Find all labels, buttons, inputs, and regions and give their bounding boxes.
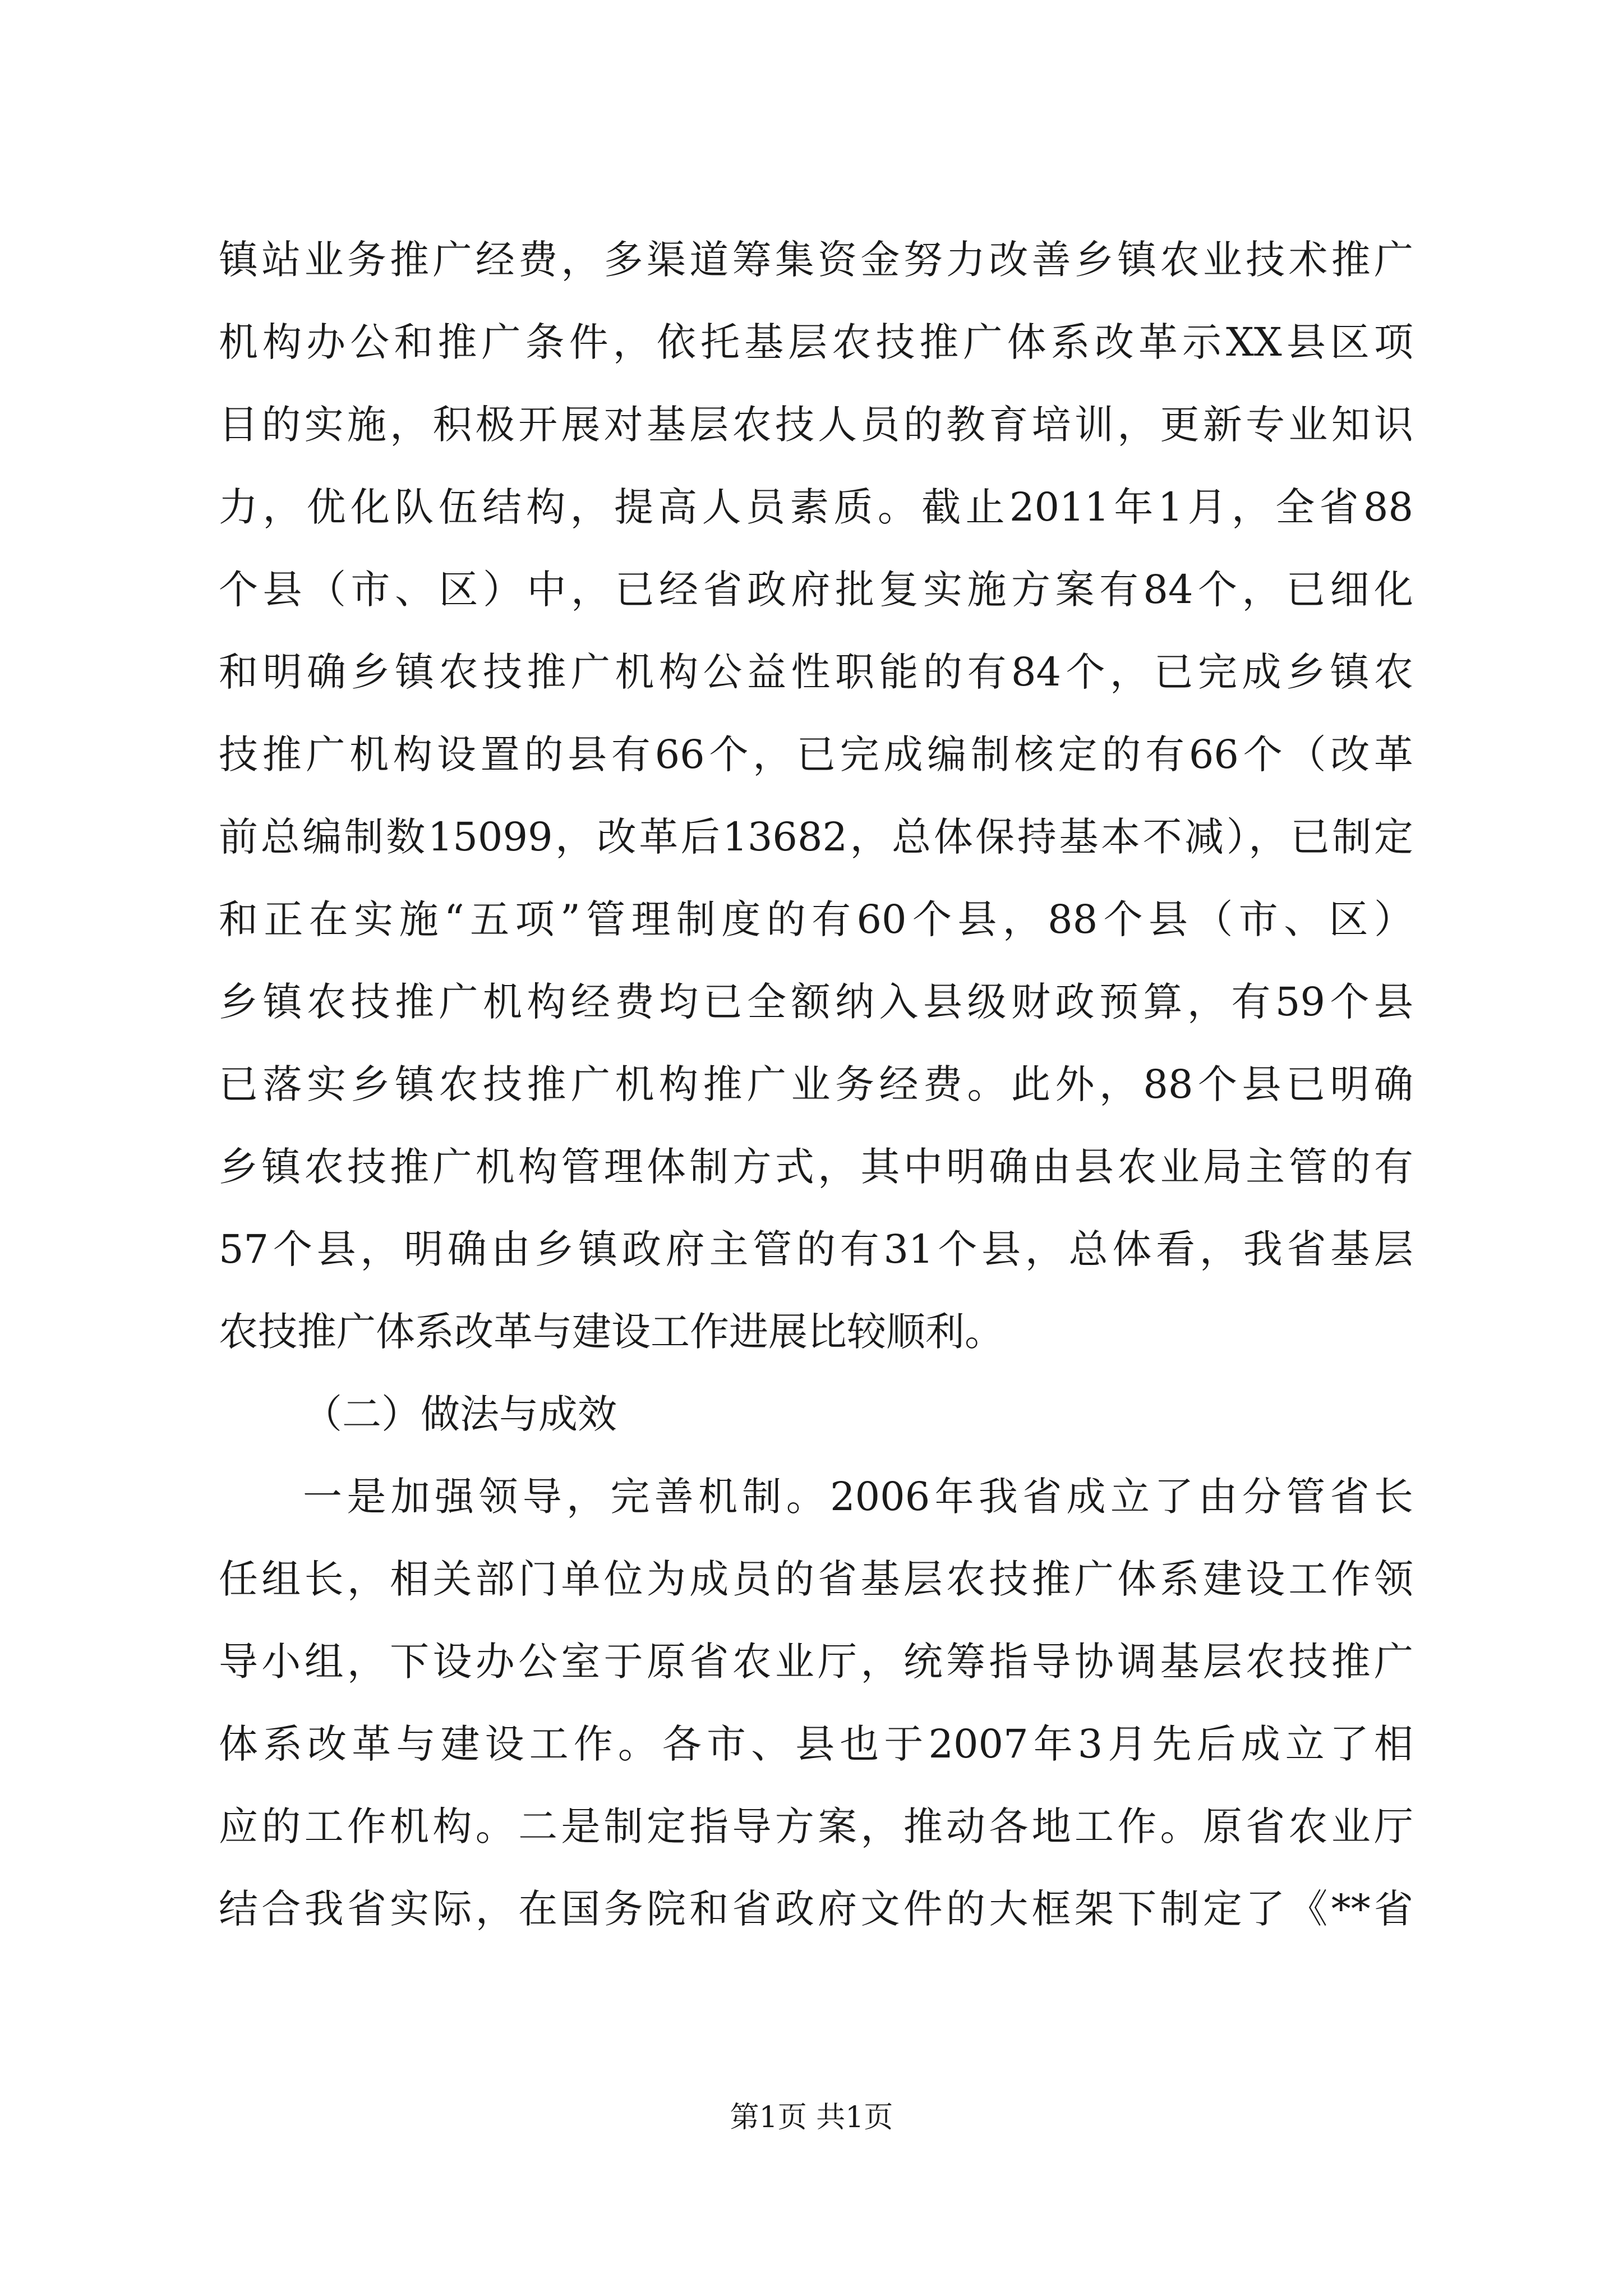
section-heading: （二）做法与成效 bbox=[303, 1391, 617, 1437]
body-line: 乡镇农技推广机构管理体制方式，其中明确由县农业局主管的有 bbox=[219, 1144, 1413, 1190]
body-line: 已落实乡镇农技推广机构推广业务经费。此外，88个县已明确 bbox=[219, 1061, 1413, 1107]
body-line: 目的实施，积极开展对基层农技人员的教育培训，更新专业知识 bbox=[219, 402, 1413, 448]
body-line: 和正在实施“五项”管理制度的有60个县，88个县（市、区） bbox=[219, 896, 1413, 942]
body-line: 机构办公和推广条件，依托基层农技推广体系改革示XX县区项 bbox=[219, 319, 1413, 365]
body-line: 前总编制数15099，改革后13682，总体保持基本不减），已制定 bbox=[219, 814, 1413, 860]
body-line: 和明确乡镇农技推广机构公益性职能的有84个，已完成乡镇农 bbox=[219, 649, 1413, 695]
body-line: 乡镇农技推广机构经费均已全额纳入县级财政预算，有59个县 bbox=[219, 979, 1413, 1025]
body-line: 力，优化队伍结构，提高人员素质。截止2011年1月，全省88 bbox=[219, 484, 1413, 530]
body-line: 应的工作机构。二是制定指导方案，推动各地工作。原省农业厅 bbox=[219, 1803, 1413, 1849]
body-line-paragraph-start: 一是加强领导，完善机制。2006年我省成立了由分管省长 bbox=[303, 1474, 1413, 1520]
body-line: 个县（市、区）中，已经省政府批复实施方案有84个，已细化 bbox=[219, 567, 1413, 613]
body-line: 结合我省实际，在国务院和省政府文件的大框架下制定了《**省 bbox=[219, 1886, 1413, 1932]
body-line: 镇站业务推广经费，多渠道筹集资金努力改善乡镇农业技术推广 bbox=[219, 237, 1413, 283]
body-line: 任组长，相关部门单位为成员的省基层农技推广体系建设工作领 bbox=[219, 1556, 1413, 1602]
page-footer: 第1页 共1页 bbox=[730, 2101, 893, 2134]
body-line: 体系改革与建设工作。各市、县也于2007年3月先后成立了相 bbox=[219, 1721, 1413, 1767]
body-line: 导小组，下设办公室于原省农业厅，统筹指导协调基层农技推广 bbox=[219, 1639, 1413, 1685]
body-line-paragraph-end: 农技推广体系改革与建设工作进展比较顺利。 bbox=[219, 1309, 1004, 1355]
document-body bbox=[219, 219, 1413, 1950]
body-line: 技推广机构设置的县有66个，已完成编制核定的有66个（改革 bbox=[219, 731, 1413, 777]
body-line: 57个县，明确由乡镇政府主管的有31个县，总体看，我省基层 bbox=[219, 1226, 1413, 1272]
